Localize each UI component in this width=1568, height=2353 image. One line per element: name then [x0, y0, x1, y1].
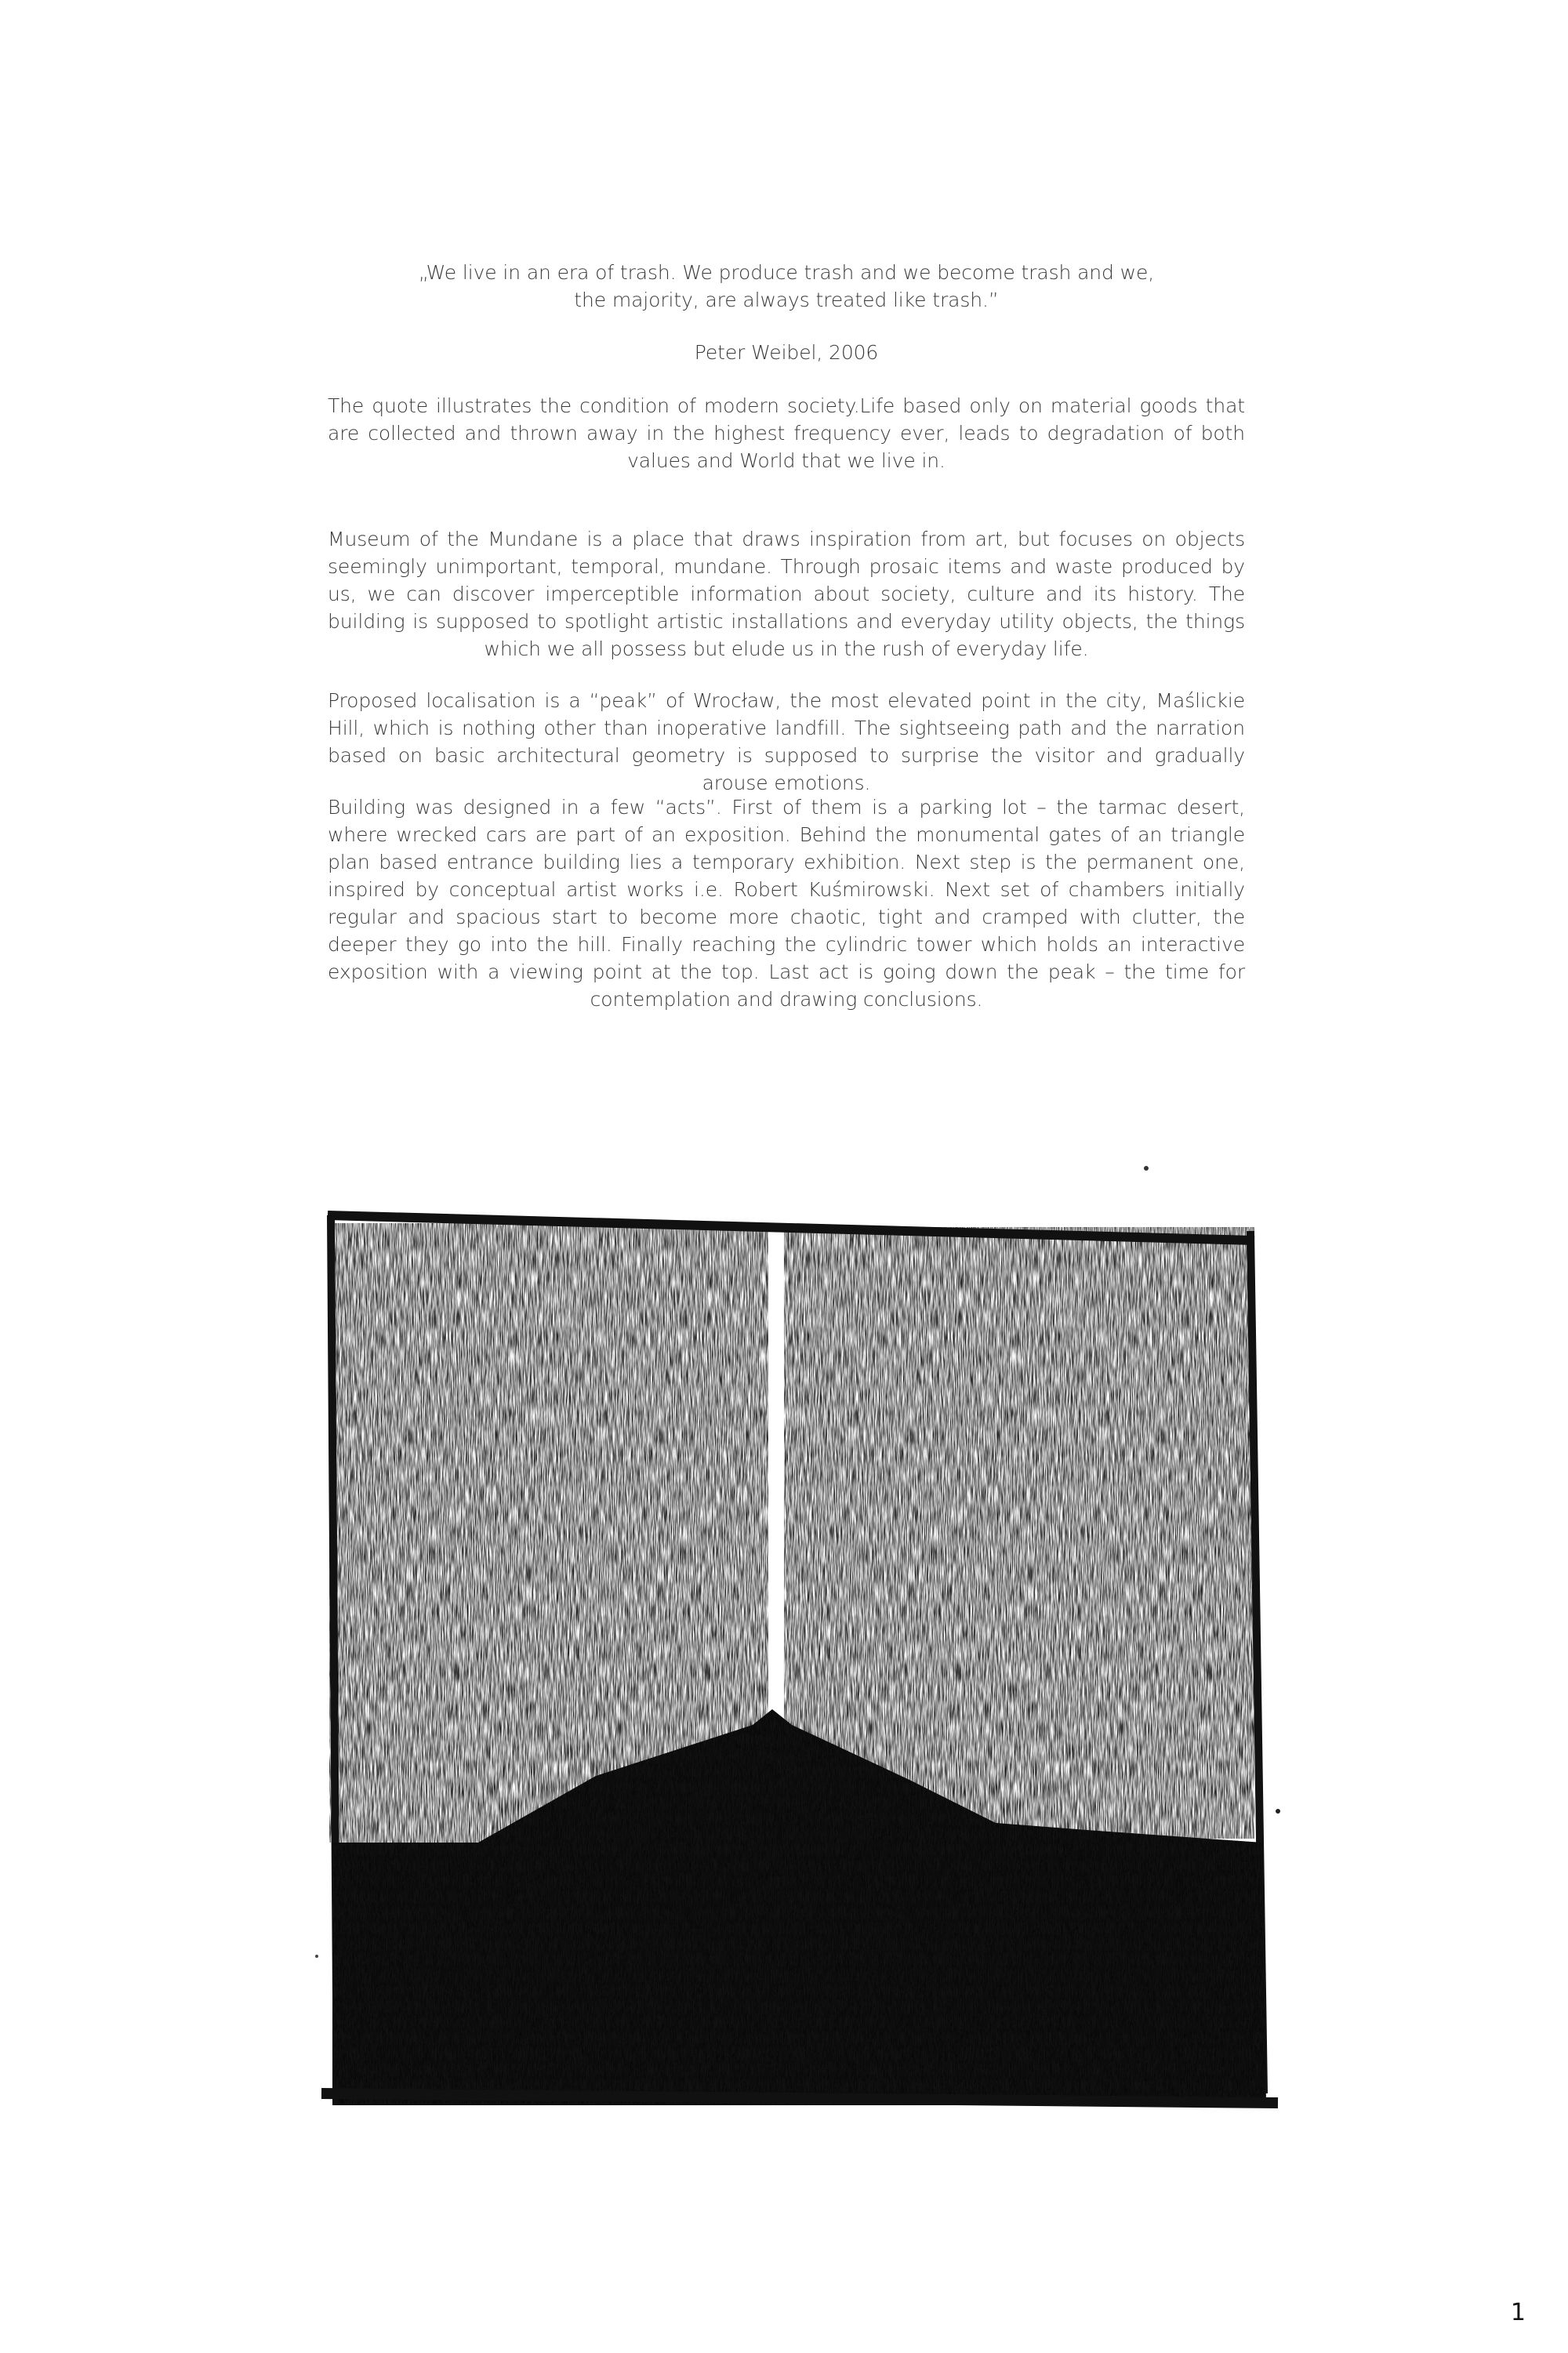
page-number: 1	[1510, 2299, 1526, 2326]
epigraph-author: Peter Weibel, 2006	[694, 341, 879, 364]
body-paragraph-location: Proposed localisation is a “peak” of Wrocław, the most elevated point in the city, Maślickie Hill, which is nothing other than inoperative landfill. The sightseeing path and the narration based on basic architectural geometry is supposed to surprise the visitor and gradually arouse emotions.	[328, 689, 1245, 794]
intro-paragraph: The quote illustrates the condition of modern society.Life based only on material goods that are collected and thrown away in the highest frequency ever, leads to degradation of both values and World that we live in.	[328, 394, 1245, 472]
body-paragraph-museum: Museum of the Mundane is a place that draws inspiration from art, but focuses on objects seemingly unimportant, temporal, mundane. Through prosaic items and waste produced by us, we can discover imperceptible information about society, culture and its history. The building is supposed to spotlight artistic installations and everyday utility objects, the things which we all possess but elude us in the rush of everyday life.	[328, 528, 1245, 660]
epigraph-quote: „We live in an era of trash. We produce trash and we become trash and we, the majority, are always treated like trash.”	[418, 261, 1155, 311]
body-paragraph-acts: Building was designed in a few “acts”. First of them is a parking lot – the tarmac desert, where wrecked cars are part of an exposition. Behind the monumental gates of an triangle plan based entrance building lies a temporary exhibition. Next step is the permanent one, inspired by conceptual artist works i.e. Robert Kuśmirowski. Next set of chambers initially regular and spacious start to become more chaotic, tight and cramped with clutter, the deeper they go into the hill. Finally reaching the cylindric tower which holds an interactive exposition with a viewing point at the top. Last act is going down the peak – the time for contemplation and drawing conclusions.	[328, 796, 1245, 1011]
charcoal-sketch-peak-icon	[314, 1153, 1286, 2125]
